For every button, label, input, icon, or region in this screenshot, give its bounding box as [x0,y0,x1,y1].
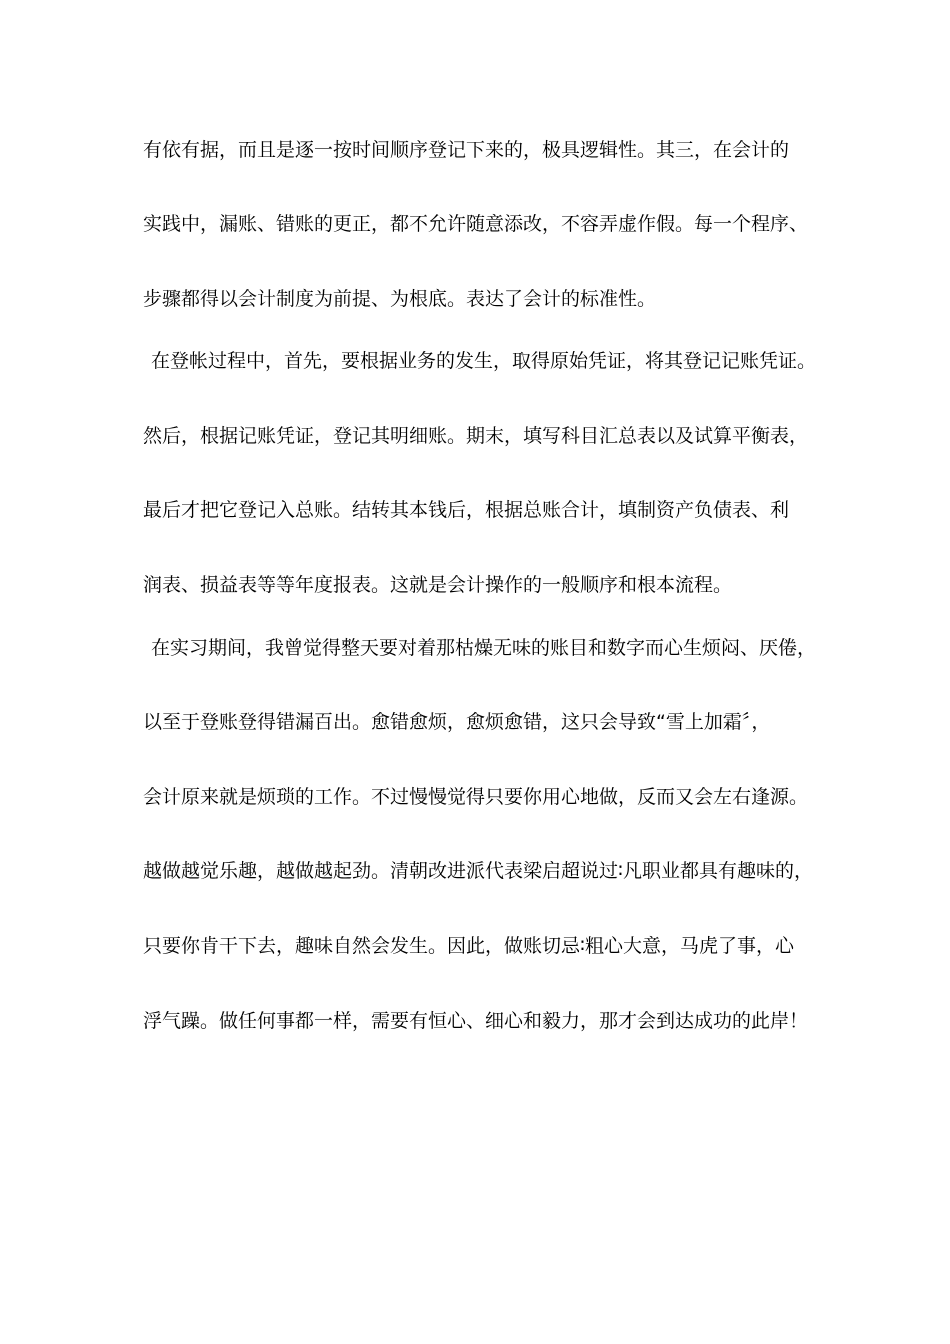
text-line-2: 实践中，漏账、错账的更正，都不允许随意添改，不容弄虚作假。每一个程序、 [143,213,809,235]
text-line-10: 会计原来就是烦琐的工作。不过慢慢觉得只要你用心地做，反而又会左右逢源。 [143,786,809,808]
text-line-7: 润表、损益表等等年度报表。这就是会计操作的一般顺序和根本流程。 [143,574,733,596]
text-line-13: 浮气躁。做任何事都一样，需要有恒心、细心和毅力，那才会到达成功的此岸！ [143,1010,809,1032]
text-line-12: 只要你肯干下去，趣味自然会发生。因此，做账切忌∶粗心大意，马虎了事，心 [143,935,794,957]
text-line-1: 有依有据，而且是逐一按时间顺序登记下来的，极具逻辑性。其三，在会计的 [143,139,790,161]
paragraph-2-line-1: 在登帐过程中，首先，要根据业务的发生，取得原始凭证，将其登记记账凭证。 [151,350,817,372]
text-line-11: 越做越觉乐趣，越做越起劲。清朝改进派代表梁启超说过∶凡职业都具有趣味的， [143,860,813,882]
text-line-3: 步骤都得以会计制度为前提、为根底。表达了会计的标准性。 [143,288,657,310]
text-line-6: 最后才把它登记入总账。结转其本钱后，根据总账合计，填制资产负债表、利 [143,499,790,521]
text-line-9: 以至于登账登得错漏百出。愈错愈烦，愈烦愈错，这只会导致“雪上加霜〞， [143,711,771,733]
text-line-5: 然后，根据记账凭证，登记其明细账。期末，填写科目汇总表以及试算平衡表， [143,425,809,447]
paragraph-3-line-1: 在实习期间，我曾觉得整天要对着那枯燥无味的账目和数字而心生烦闷、厌倦， [151,637,817,659]
